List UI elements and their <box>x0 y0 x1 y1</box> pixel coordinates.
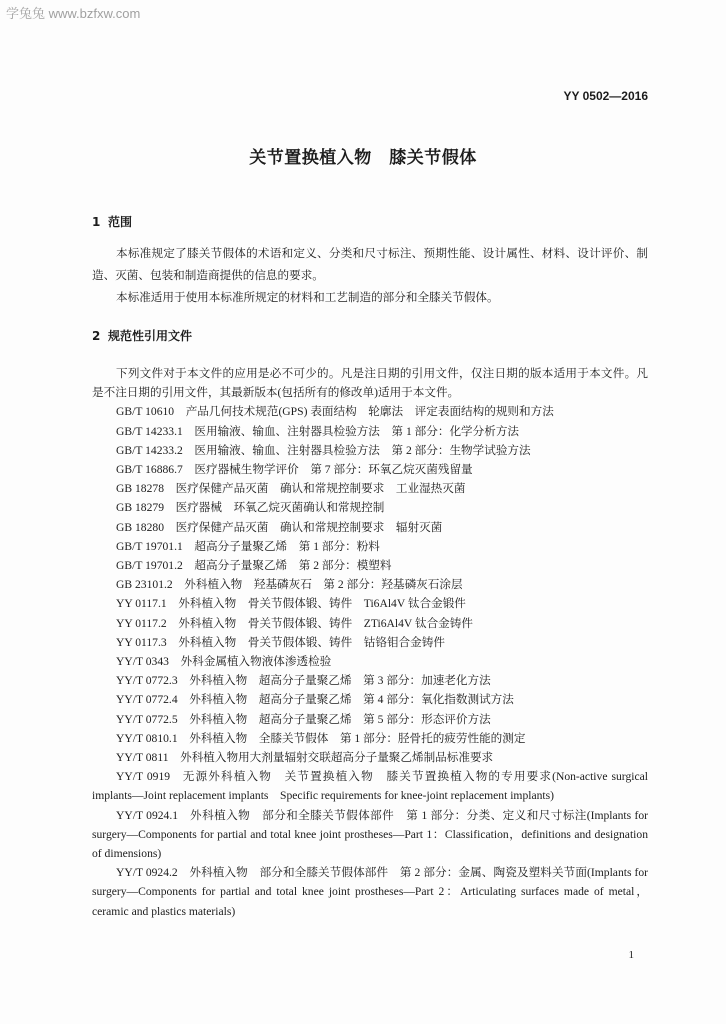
reference-code: GB/T 14233.1 <box>116 424 183 438</box>
reference-code: YY/T 0810.1 <box>116 731 178 745</box>
reference-title: 医疗器械 环氧乙烷灭菌确认和常规控制 <box>175 501 385 515</box>
section-heading <box>92 215 648 229</box>
reference-code: GB/T 19701.2 <box>116 559 183 573</box>
reference-code: GB/T 10610 <box>116 405 175 419</box>
reference-code: YY/T 0811 <box>116 751 169 765</box>
reference-code: YY/T 0772.3 <box>116 674 178 688</box>
reference-title: 外科植入物 羟基磷灰石 第 2 部分：羟基磷灰石涂层 <box>184 578 463 592</box>
reference-item <box>92 671 648 690</box>
standard-number: YY 0502—2016 <box>563 89 648 103</box>
reference-title: 外科植入物 骨关节假体锻、铸件 ZTi6Al4V 钛合金铸件 <box>178 616 473 630</box>
reference-title: 医疗保健产品灭菌 确认和常规控制要求 工业湿热灭菌 <box>175 482 466 496</box>
reference-item <box>92 402 648 421</box>
reference-title: 外科植入物 骨关节假体锻、铸件 钴铬钼合金铸件 <box>178 635 445 649</box>
reference-item <box>92 460 648 479</box>
reference-title: 医疗器械生物学评价 第 7 部分：环氧乙烷灭菌残留量 <box>194 463 473 477</box>
reference-title: 医用输液、输血、注射器具检验方法 第 1 部分：化学分析方法 <box>194 424 520 438</box>
reference-item <box>92 767 648 805</box>
reference-code: YY 0117.1 <box>116 597 167 611</box>
reference-code: GB 23101.2 <box>116 578 173 592</box>
reference-title: 外科植入物 骨关节假体锻、铸件 Ti6Al4V 钛合金锻件 <box>178 597 466 611</box>
reference-title: 外科植入物用大剂量辐射交联超高分子量聚乙烯制品标准要求 <box>180 751 494 765</box>
document-title: 关节置换植入物 膝关节假体 <box>249 148 477 168</box>
reference-item <box>92 498 648 517</box>
section-title: 规范性引用文件 <box>108 329 193 343</box>
reference-title: 超高分子量聚乙烯 第 2 部分：模塑料 <box>194 559 392 573</box>
reference-item <box>92 441 648 460</box>
reference-title: 外科植入物 超高分子量聚乙烯 第 3 部分：加速老化方法 <box>189 674 491 688</box>
reference-code: YY/T 0924.1 <box>116 808 179 822</box>
paragraph: 下列文件对于本文件的应用是必不可少的。凡是注日期的引用文件，仅注日期的版本适用于本文件。凡是不注日期的引用文件，其最新版本(包括所有的修改单)适用于本文件。 <box>92 367 648 400</box>
reference-title: 产品几何技术规范(GPS) 表面结构 轮廓法 评定表面结构的规则和方法 <box>185 405 554 419</box>
reference-item <box>92 614 648 633</box>
reference-code: GB/T 14233.2 <box>116 443 183 457</box>
reference-title: 外科植入物 超高分子量聚乙烯 第 5 部分：形态评价方法 <box>189 712 491 726</box>
reference-item <box>92 422 648 441</box>
reference-title: 外科植入物 部分和全膝关节假体部件 第 1 部分：分类、定义和尺寸标注(Implants for surgery—Components for partial and total knee joint prostheses—Part 1：Classification，definitions and designation of dimensions) <box>92 808 649 861</box>
reference-title: 外科金属植入物液体渗透检验 <box>180 655 332 669</box>
reference-code: GB 18278 <box>116 482 164 496</box>
section-scope <box>92 215 648 309</box>
reference-code: GB 18280 <box>116 520 164 534</box>
reference-item <box>92 556 648 575</box>
section-normative-references <box>92 329 648 921</box>
section-number: 1 <box>92 215 101 229</box>
reference-item <box>92 863 648 921</box>
reference-code: YY/T 0772.4 <box>116 693 178 707</box>
reference-code: YY/T 0919 <box>116 770 171 784</box>
reference-title: 超高分子量聚乙烯 第 1 部分：粉料 <box>194 539 380 553</box>
section-title: 范围 <box>108 215 133 229</box>
reference-item <box>92 633 648 652</box>
reference-code: YY/T 0772.5 <box>116 712 178 726</box>
reference-item <box>92 537 648 556</box>
reference-title: 医疗保健产品灭菌 确认和常规控制要求 辐射灭菌 <box>175 520 443 534</box>
reference-item <box>92 748 648 767</box>
section-number: 2 <box>92 329 101 343</box>
reference-item <box>92 575 648 594</box>
reference-title: 外科植入物 部分和全膝关节假体部件 第 2 部分：金属、陶瓷及塑料关节面(Implants for surgery—Components for partial and total knee joint prostheses—Part 2：Articulating surfaces made of metal，ceramic and plastics materials) <box>92 866 648 918</box>
section-heading <box>92 329 648 343</box>
reference-list <box>92 402 648 920</box>
reference-item <box>92 729 648 748</box>
watermark: 学兔兔 www.bzfxw.com <box>6 6 141 21</box>
reference-code: GB 18279 <box>116 501 164 515</box>
reference-code: YY/T 0924.2 <box>116 866 178 880</box>
reference-title: 医用输液、输血、注射器具检验方法 第 2 部分：生物学试验方法 <box>194 443 531 457</box>
reference-title: 外科植入物 全膝关节假体 第 1 部分：胫骨托的疲劳性能的测定 <box>189 731 526 745</box>
reference-item <box>92 710 648 729</box>
reference-title: 无源外科植入物 关节置换植入物 膝关节置换植入物的专用要求(Non-active surgical implants—Joint replacement implants Specific requirements for knee-joint replacement implants) <box>92 770 648 803</box>
paragraph: 本标准规定了膝关节假体的术语和定义、分类和尺寸标注、预期性能、设计属性、材料、设计评价、制造、灭菌、包装和制造商提供的信息的要求。 <box>92 247 648 282</box>
reference-item <box>92 594 648 613</box>
reference-item <box>92 806 648 864</box>
reference-code: YY 0117.3 <box>116 635 167 649</box>
reference-item <box>92 518 648 537</box>
reference-code: YY 0117.2 <box>116 616 167 630</box>
reference-item <box>92 479 648 498</box>
paragraph: 本标准适用于使用本标准所规定的材料和工艺制造的部分和全膝关节假体。 <box>116 291 499 304</box>
reference-item <box>92 652 648 671</box>
reference-title: 外科植入物 超高分子量聚乙烯 第 4 部分：氧化指数测试方法 <box>189 693 514 707</box>
reference-item <box>92 690 648 709</box>
page-number: 1 <box>628 949 634 961</box>
reference-code: GB/T 16886.7 <box>116 463 183 477</box>
reference-code: GB/T 19701.1 <box>116 539 183 553</box>
reference-code: YY/T 0343 <box>116 655 169 669</box>
